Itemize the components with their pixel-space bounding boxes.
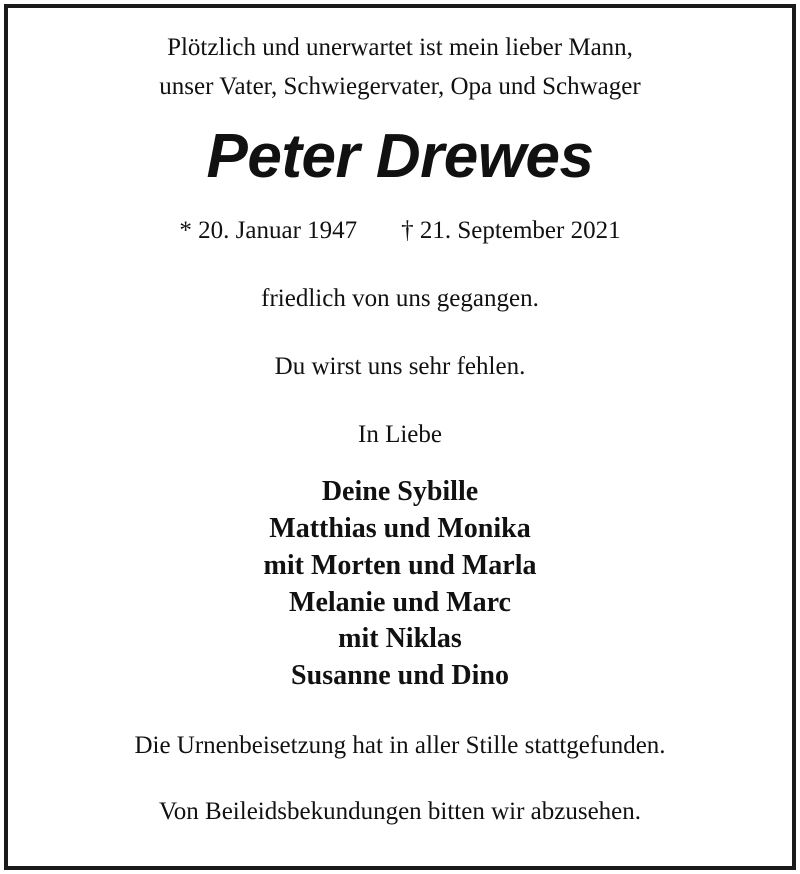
miss-text: Du wirst uns sehr fehlen.	[274, 353, 526, 380]
family-member: Melanie und Marc	[289, 587, 511, 618]
life-dates	[0, 216, 800, 246]
birth-date: * 20. Januar 1947	[179, 217, 358, 244]
condolences-text: Von Beileidsbekundungen bitten wir abzusehen.	[158, 798, 642, 825]
burial-text: Die Urnenbeisetzung hat in aller Stille stattgefunden.	[134, 732, 666, 759]
family-member: mit Niklas	[338, 623, 462, 654]
family-member: Deine Sybille	[321, 476, 479, 507]
death-date: † 21. September 2021	[401, 217, 621, 244]
deceased-name: Peter Drewes	[206, 122, 594, 191]
family-member: Susanne und Dino	[291, 660, 509, 691]
intro-line-2: unser Vater, Schwiegervater, Opa und Schwager	[159, 73, 641, 100]
passed-text: friedlich von uns gegangen.	[261, 285, 539, 312]
family-member: mit Morten und Marla	[263, 550, 537, 581]
love-text: In Liebe	[358, 421, 442, 448]
family-member: Matthias und Monika	[269, 513, 531, 544]
intro-line-1: Plötzlich und unerwartet ist mein lieber Mann,	[167, 34, 633, 61]
